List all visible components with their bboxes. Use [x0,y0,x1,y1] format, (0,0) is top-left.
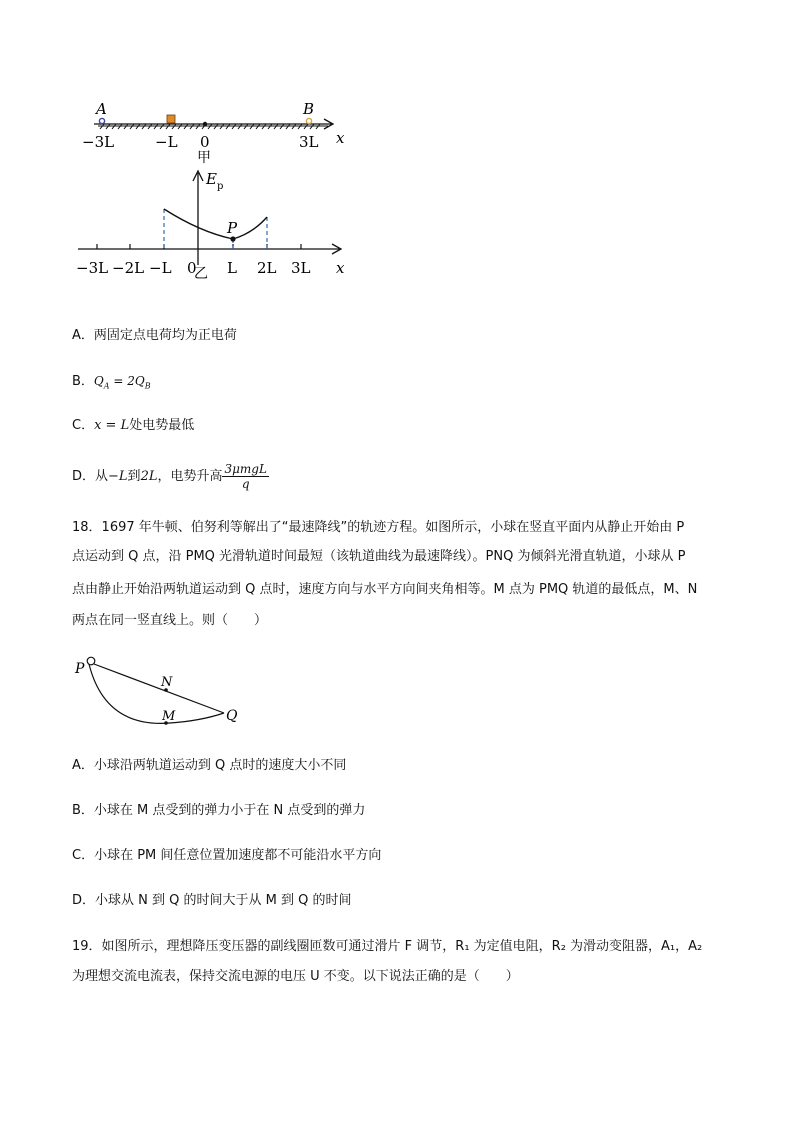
q18-stem-line-4: 两点在同一竖直线上。则（ ） [72,613,268,628]
figure-yi [70,165,360,280]
x-axis-label: x [336,129,345,147]
straight-track-pnq [94,664,224,713]
q18-stem-line-1: 18．1697 年牛顿、伯努利等解出了“最速降线”的轨迹方程。如图所示，小球在竖直平面内从静止开始由 P [72,520,685,535]
q17-option-a: A．两固定点电荷均为正电荷 [72,328,237,343]
y-axis-label: $E_p$ [206,170,224,192]
q19-stem-line-2: 为理想交流电流表，保持交流电源的电压 U 不变。以下说法正确的是（ ） [72,969,519,984]
point-p-label: P [75,661,85,677]
x-ticks [97,244,301,249]
point-a-label: A [96,100,107,118]
q17-option-d [72,460,269,494]
potential-energy-curve [164,209,267,239]
tick-label: L [227,259,237,277]
figure-caption-yi: 乙 [194,266,208,280]
x-axis [94,119,333,129]
charge-b [306,118,311,123]
q19-stem-line-1: 19．如图所示，理想降压变压器的副线圈匝数可通过滑片 F 调节，R₁ 为定值电阻，R₂ 为滑动变阻器，A₁，A₂ [72,939,703,954]
dashed-guides [164,209,267,249]
brachistochrone-track-pmq [89,664,224,723]
option-d-to: 2L [140,469,158,484]
block [167,115,175,123]
tick-label-3l: 3L [299,133,319,151]
fraction-numerator: 3μmgL [224,462,267,476]
tick-label-zero: 0 [200,133,210,151]
charge-a [99,118,104,123]
option-d-fraction [222,462,268,491]
q18-option-d: D．小球从 N 到 Q 的时间大于从 M 到 Q 的时间 [72,893,352,908]
tick-label: 2L [257,259,277,277]
option-d-mid: 到 [127,469,141,484]
q18-stem-line-3: 点由静止开始沿两轨道运动到 Q 点时，速度方向与水平方向间夹角相等。M 点为 PMQ 轨道的最低点，M、N [72,582,698,597]
q17-option-c [72,416,194,436]
tick-label: −3L [76,259,109,277]
point-b-label: B [303,100,315,118]
q18-figure [70,650,250,735]
option-d-text: ，电势升高 [157,469,223,484]
option-c-formula: x = L [94,418,130,433]
option-d-prefix: D．从 [72,469,109,484]
q18-stem-line-2: 点运动到 Q 点，沿 PMQ 光滑轨道时间最短（该轨道曲线为最速降线）。PNQ 为倾斜光滑直轨道，小球从 P [72,549,686,564]
ball [87,657,95,665]
point-m-label: M [162,709,176,724]
point-q-label: Q [226,708,238,724]
origin-dot [203,122,207,126]
option-b-formula: $Q_A = 2Q_B$ [93,374,151,391]
tick-label: 3L [291,259,311,277]
tick-label: 0 [187,259,197,277]
x-axis-label: x [336,259,345,277]
point-n-label: N [161,675,173,690]
figure-jia [70,95,360,165]
q17-option-b [72,371,151,396]
q18-option-b: B．小球在 M 点受到的弹力小于在 N 点受到的弹力 [72,803,366,818]
tick-label: −2L [112,259,145,277]
point-p-dot [230,236,235,241]
ground-hatching [98,124,328,129]
point-p-label: P [227,219,238,237]
option-b-prefix: B． [72,374,94,389]
tick-label: −L [149,259,172,277]
option-d-from: −L [108,469,128,484]
tick-label-negl: −L [155,133,178,151]
figure-caption-jia: 甲 [197,150,211,165]
q18-option-a: A．小球沿两轨道运动到 Q 点时的速度大小不同 [72,758,347,773]
option-c-prefix: C． [72,418,95,433]
option-c-text: 处电势最低 [129,418,195,433]
tick-label-neg3l: −3L [82,133,115,151]
q18-option-c: C．小球在 PM 间任意位置加速度都不可能沿水平方向 [72,848,382,863]
fraction-denominator: q [241,477,250,491]
